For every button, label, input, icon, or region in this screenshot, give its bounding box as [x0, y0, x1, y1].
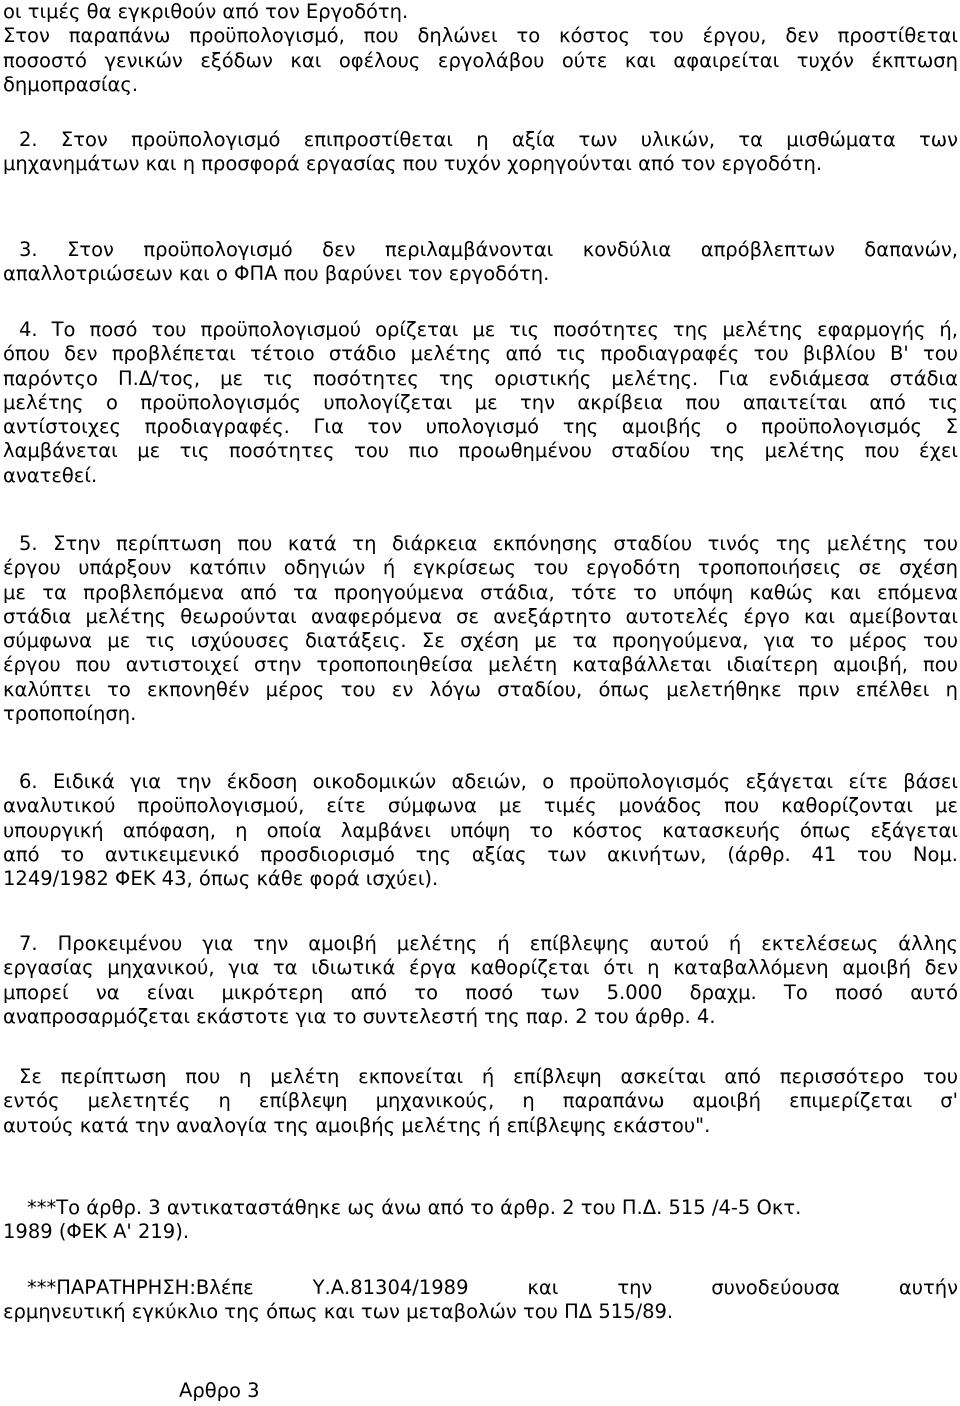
- paragraph-4: [3, 318, 958, 488]
- text-line: καλύπτει το εκπονηθέν μέρος του εν λόγω σταδίου, όπως μελετήθηκε πριν επέλθει η: [3, 677, 958, 701]
- text-line: αναπροσαρμόζεται εκάστοτε για το συντελεστή της παρ. 2 του άρθρ. 4.: [3, 1004, 716, 1028]
- amendment-note: [3, 1196, 958, 1245]
- paragraph-2: [3, 128, 958, 177]
- text-line: Σε περίπτωση που η μελέτη εκπονείται ή επίβλεψη ασκείται από περισσότερο του: [19, 1065, 958, 1088]
- text-line: λαμβάνεται με τις ποσότητες του πιο προωθημένου σταδίου της μελέτης που έχει: [3, 439, 958, 463]
- paragraph-5: [3, 532, 958, 726]
- text-line: μηχανημάτων και η προσφορά εργασίας που τυχόν χορηγούνται από τον εργοδότη.: [3, 152, 823, 176]
- text-line: στάδια μελέτης θεωρούνται αναφερόμενα σε ανεξάρτητο αυτοτελές έργο και αμείβονται: [3, 604, 958, 628]
- article-heading: Αρθρο 3: [179, 1379, 260, 1402]
- paragraph-8: [3, 1065, 958, 1138]
- text-line: 5. Στην περίπτωση που κατά τη διάρκεια εκπόνησης σταδίου τινός της μελέτης του: [19, 532, 958, 555]
- text-line: ***ΠΑΡΑΤΗΡΗΣΗ:Βλέπε Υ.Α.81304/1989 και την συνοδεύουσα αυτήν: [27, 1276, 958, 1299]
- text-line: ***Το άρθρ. 3 αντικαταστάθηκε ως άνω από το άρθρ. 2 του Π.Δ. 515 /4-5 Οκτ.: [27, 1196, 802, 1219]
- text-line: απαλλοτριώσεων και ο ΦΠΑ που βαρύνει τον εργοδότη.: [3, 262, 550, 286]
- text-line: 4. Το ποσό του προϋπολογισμού ορίζεται με τις ποσότητες της μελέτης εφαρμογής ή,: [19, 318, 958, 341]
- text-line: ανατεθεί.: [3, 463, 98, 487]
- text-line: μελέτης ο προϋπολογισμός υπολογίζεται με την ακρίβεια που απαιτείται από τις: [3, 390, 958, 414]
- remark-note: [3, 1276, 958, 1325]
- text-line: 1989 (ΦΕΚ Α' 219).: [3, 1220, 190, 1244]
- text-line: έργου που αντιστοιχεί στην τροποποιηθείσα μελέτη καταβάλλεται ιδιαίτερη αμοιβή, που: [3, 653, 958, 677]
- text-line: από το αντικειμενικό προσδιορισμό της αξίας των ακινήτων, (άρθρ. 41 του Νομ.: [3, 842, 958, 866]
- text-line: παρόντςο Π.Δ/τος, με τις ποσότητες της οριστικής μελέτης. Για ενδιάμεσα στάδια: [3, 366, 958, 390]
- text-line: 2. Στον προϋπολογισμό επιπροστίθεται η αξία των υλικών, τα μισθώματα των: [19, 128, 958, 151]
- text-line: ερμηνευτική εγκύκλιο της όπως και των μεταβολών του ΠΔ 515/89.: [3, 1300, 674, 1324]
- text-line: δημοπρασίας.: [3, 72, 139, 96]
- paragraph-3: [3, 238, 958, 287]
- text-line: οι τιμές θα εγκριθούν από τον Εργοδότη.: [3, 0, 409, 23]
- text-line: με τα προβλεπόμενα από τα προηγούμενα στάδια, τότε το υπόψη καθώς και επόμενα: [3, 580, 958, 604]
- text-line: 6. Ειδικά για την έκδοση οικοδομικών αδειών, ο προϋπολογισμός εξάγεται είτε βάσει: [19, 770, 958, 793]
- intro-paragraph: [3, 0, 958, 97]
- text-line: εργασίας μηχανικού, για τα ιδιωτικά έργα καθορίζεται ότι η καταβαλλόμενη αμοιβή δεν: [3, 956, 958, 980]
- text-line: εντός μελετητές η επίβλεψη μηχανικούς, η παραπάνω αμοιβή επιμερίζεται σ': [3, 1089, 958, 1113]
- text-line: σύμφωνα με τις ισχύουσες διατάξεις. Σε σχέση με τα προηγούμενα, για το μέρος του: [3, 629, 958, 653]
- text-line: όπου δεν προβλέπεται τέτοιο στάδιο μελέτης από τις προδιαγραφές του βιβλίου Β' του: [3, 342, 958, 366]
- text-line: αντίστοιχες προδιαγραφές. Για τον υπολογισμό της αμοιβής ο προϋπολογισμός Σ: [3, 415, 958, 439]
- text-line: 7. Προκειμένου για την αμοιβή μελέτης ή επίβλεψης αυτού ή εκτελέσεως άλλης: [19, 932, 958, 955]
- text-line: μπορεί να είναι μικρότερη από το ποσό των 5.000 δραχμ. Το ποσό αυτό: [3, 980, 958, 1004]
- paragraph-7: [3, 932, 958, 1029]
- text-line: αναλυτικού προϋπολογισμού, είτε σύμφωνα με τιμές μονάδος που καθορίζονται με: [3, 794, 958, 818]
- paragraph-6: [3, 770, 958, 891]
- text-line: αυτούς κατά την αναλογία της αμοιβής μελέτης ή επίβλεψης εκάστου".: [3, 1113, 711, 1137]
- text-line: Στον παραπάνω προϋπολογισμό, που δηλώνει το κόστος του έργου, δεν προστίθεται: [3, 24, 958, 48]
- text-line: ποσοστό γενικών εξόδων και οφέλους εργολάβου ούτε και αφαιρείται τυχόν έκπτωση: [3, 48, 958, 72]
- text-line: 3. Στον προϋπολογισμό δεν περιλαμβάνονται κονδύλια απρόβλεπτων δαπανών,: [19, 238, 958, 261]
- text-line: 1249/1982 ΦΕΚ 43, όπως κάθε φορά ισχύει).: [3, 867, 439, 891]
- text-line: τροποποίηση.: [3, 702, 137, 726]
- text-line: έργου υπάρξουν κατόπιν οδηγιών ή εγκρίσεως του εργοδότη τροποποιήσεις σε σχέση: [3, 556, 958, 580]
- text-line: υπουργική απόφαση, η οποία λαμβάνει υπόψη το κόστος κατασκευής όπως εξάγεται: [3, 818, 958, 842]
